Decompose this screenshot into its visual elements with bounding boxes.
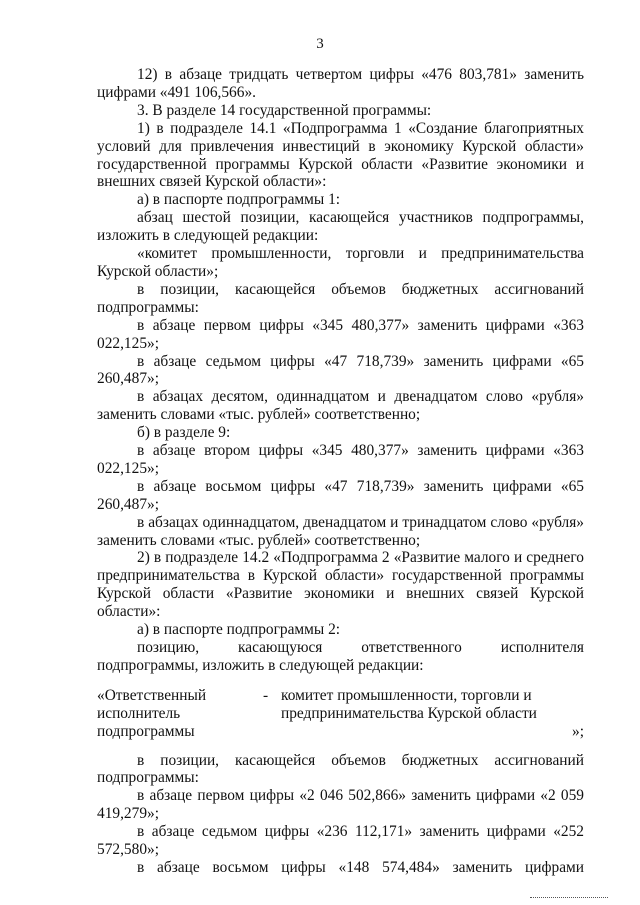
paragraph: в позиции, касающейся объемов бюджетных ассигнований подпрограммы: [97,280,584,316]
paragraph: абзац шестой позиции, касающейся участников подпрограммы, изложить в следующей редакции: [97,209,584,245]
paragraph: в абзаце первом цифры «345 480,377» заменить цифрами «363 022,125»; [97,316,584,352]
footer-dotted-line [530,897,608,898]
paragraphs-block-1 [97,66,584,675]
executor-table [97,687,584,741]
document-body [97,66,584,877]
paragraph: в абзаце первом цифры «2 046 502,866» заменить цифрами «2 059 419,279»; [97,787,584,823]
table-closing-quote: »; [572,722,584,740]
paragraph: б) в разделе 9: [137,424,231,442]
paragraph: «комитет промышленности, торговли и предпринимательства Курской области»; [97,245,584,280]
table-right-text: комитет промышленности, торговли и предпринимательства Курской области [281,686,537,722]
paragraph: 1) в подразделе 14.1 «Подпрограмма 1 «Создание благоприятных условий для привлечения инвестиций в экономику Курской области» государственной программы Курской области «Развитие экономики и внешних связей Курской области»: [97,119,584,191]
paragraph: в абзаце восьмом цифры «47 718,739» заменить цифрами «65 260,487»; [97,477,584,513]
paragraph: позицию, касающуюся ответственного исполнителя подпрограммы, изложить в следующей редакции: [97,639,584,674]
paragraph: в абзацах одиннадцатом, двенадцатом и тринадцатом слово «рубля» заменить словами «тыс. рублей» соответственно; [97,513,584,549]
paragraph: в абзацах десятом, одиннадцатом и двенадцатом слово «рубля» заменить словами «тыс. рублей» соответственно; [97,388,584,424]
page-number: 3 [316,36,324,52]
table-right-cell [281,687,584,741]
paragraph: в абзаце восьмом цифры «148 574,484» заменить цифрами [137,858,584,876]
paragraph: в абзаце седьмом цифры «47 718,739» заменить цифрами «65 260,487»; [97,352,584,388]
paragraph: в абзаце втором цифры «345 480,377» заменить цифрами «363 022,125»; [97,442,584,477]
paragraph: 3. В разделе 14 государственной программы: [137,101,432,119]
paragraph: а) в паспорте подпрограммы 1: [137,191,341,209]
paragraph: а) в паспорте подпрограммы 2: [137,621,341,639]
paragraph: 2) в подразделе 14.2 «Подпрограмма 2 «Развитие малого и среднего предпринимательства в Курской области» государственной программы Курской области «Развитие экономики и внешних связей Курской области»: [97,549,584,621]
table-dash: - [263,686,269,704]
paragraphs-block-2 [97,752,584,877]
paragraph: в позиции, касающейся объемов бюджетных ассигнований подпрограммы: [97,751,584,787]
table-left-cell: «Ответственный исполнитель подпрограммы [97,686,207,740]
paragraph: цифрами «491 106,566». [97,83,256,101]
paragraph: 12) в абзаце тридцать четвертом цифры «476 803,781» заменить [137,66,584,83]
paragraph: в абзаце седьмом цифры «236 112,171» заменить цифрами «252 572,580»; [97,823,584,859]
